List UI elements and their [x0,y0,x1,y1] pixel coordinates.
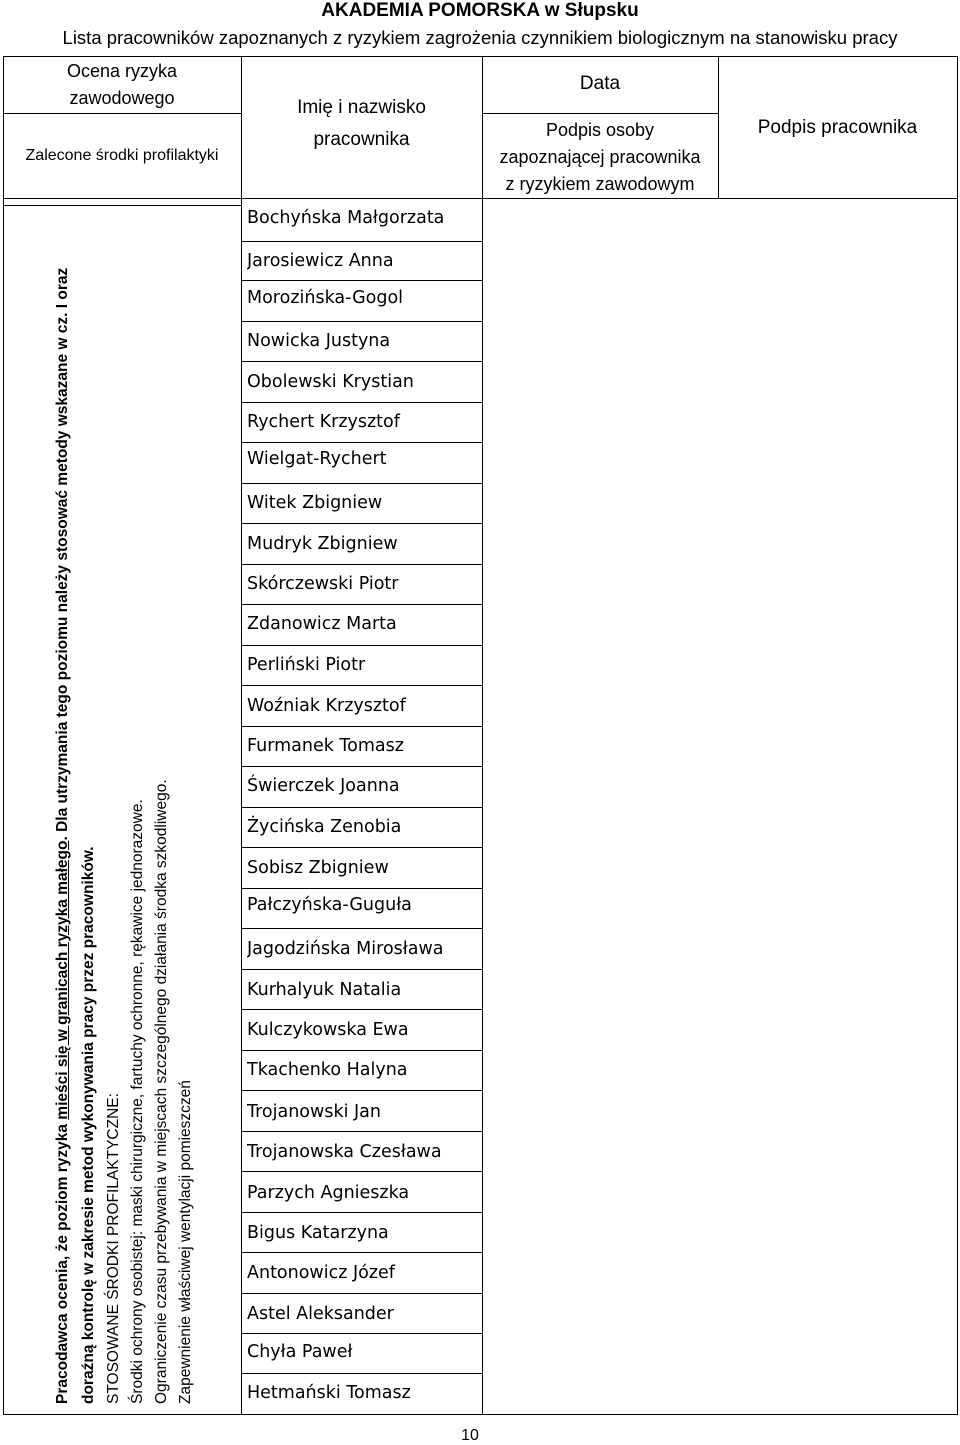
employee-name: Antonowicz Józef [247,1263,395,1283]
employee-name: Woźniak Krzysztof [247,696,406,716]
date-header: Data [579,73,621,94]
document-title: AKADEMIA POMORSKA w Słupsku [321,0,639,21]
employee-name: Kurhalyuk Natalia [247,980,402,1000]
employee-name-header: Imię i nazwisko pracownika [297,97,426,150]
risk-assessment-header: Ocena ryzyka zawodowego [66,61,178,108]
risk-assessment-text: Pracodawca ocenia, że poziom ryzyka mieści się w granicach ryzyka małego. Dla utrzymania tego poziomu należy stosować metody wskazane w cz. I oraz doraźną kontrolę w zakresie metod wykonywania pracy przez pracowników. STOSOWANE ŚRODKI PROFILAKTYCZNE: Środki ochrony osobistej: maski chirurgiczne, fartuchy ochronne, rękawice jednorazowe. Ograniczenie czasu przebywania w miejscach szczególnego działania środka szkodliwego. Zapewnienie właściwej wentylacji pomieszczeń [54,267,194,1404]
employee-name: Bochyńska Małgorzata [247,208,445,228]
employee-name: Sobisz Zbigniew [247,858,389,878]
employee-name: Perliński Piotr [247,655,366,675]
employee-name: Trojanowska Czesława [247,1142,442,1162]
employee-name: Furmanek Tomasz [247,736,404,756]
employee-name: Jagodzińska Mirosława [247,939,444,959]
acquainting-person-signature-header: Podpis osoby zapoznającej pracownika z ryzykiem zawodowym [499,120,701,194]
employee-name: Rychert Krzysztof [247,412,400,432]
employee-name: Mudryk Zbigniew [247,534,398,554]
employee-name: Hetmański Tomasz [247,1383,411,1403]
employee-name: Bigus Katarzyna [247,1223,389,1243]
employee-name: Trojanowski Jan [247,1102,381,1122]
employee-signature-header: Podpis pracownika [757,117,918,138]
employee-name: Jarosiewicz Anna [247,251,394,271]
employee-name: Nowicka Justyna [247,331,391,351]
employee-name: Tkachenko Halyna [247,1060,408,1080]
employee-name: Chyła Paweł [247,1342,353,1362]
document-subtitle: Lista pracowników zapoznanych z ryzykiem zagrożenia czynnikiem biologicznym na stanowisku pracy [62,27,898,48]
employee-name: Zdanowicz Marta [247,614,397,634]
employee-name: Wielgat-Rychert [247,449,387,469]
employee-name: Życińska Zenobia [247,817,402,837]
employee-name: Kulczykowska Ewa [247,1020,409,1040]
employee-name: Morozińska-Gogol [247,288,404,308]
employee-name: Świerczek Joanna [247,776,400,796]
employee-name: Astel Aleksander [247,1304,394,1324]
employee-name: Pałczyńska-Guguła [247,895,412,915]
employee-name: Obolewski Krystian [247,372,414,392]
page-number: 10 [461,1427,479,1444]
employee-name: Skórczewski Piotr [247,574,399,594]
recommended-measures-header: Zalecone środki profilaktyki [25,147,219,164]
employee-name: Witek Zbigniew [247,493,383,513]
employee-name: Parzych Agnieszka [247,1183,410,1203]
